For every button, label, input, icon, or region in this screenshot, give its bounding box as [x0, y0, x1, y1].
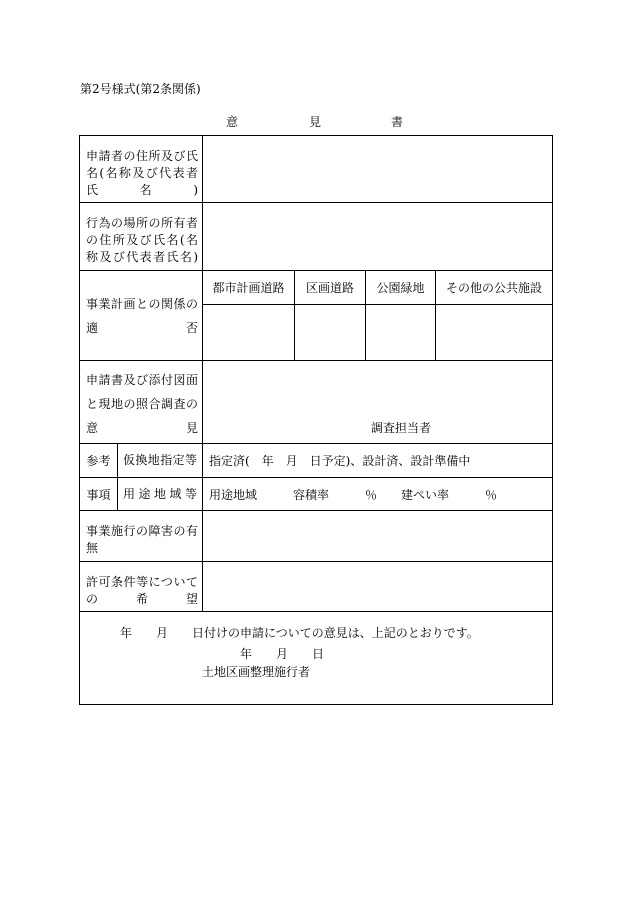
footer-statement: 年 月 日付けの申請についての意見は、上記のとおりです。	[120, 626, 479, 640]
obstacle-field[interactable]	[203, 511, 553, 562]
plan-value-other[interactable]	[436, 305, 553, 361]
form-id: 第2号様式(第2条関係)	[80, 82, 201, 96]
zoning-value[interactable]: 用途地域 容積率 ％ 建ぺい率 ％	[203, 478, 553, 511]
obstacle-label-cell	[80, 511, 203, 562]
survey-field[interactable]	[203, 361, 553, 444]
survey-label: 申請書及び添付図面と現地の照合調査の意見	[86, 373, 198, 435]
reference-label-2: 事項	[80, 478, 118, 511]
applicant-label-cell	[80, 136, 203, 203]
owner-label: 行為の場所の所有者の住所及び氏名(名称及び代表者氏名)	[86, 216, 198, 264]
plan-value-city-road[interactable]	[203, 305, 295, 361]
plan-col-other: その他の公共施設	[436, 271, 553, 305]
applicant-label: 申請者の住所及び氏名(名称及び代表者氏名)	[86, 149, 198, 197]
footer-signer: 土地区画整理施行者	[202, 665, 311, 679]
applicant-field[interactable]	[203, 136, 553, 203]
surveyor-label: 調査担当者	[371, 421, 432, 435]
zoning-label-cell	[118, 478, 203, 511]
owner-label-cell	[80, 203, 203, 271]
obstacle-label: 事業施行の障害の有無	[86, 524, 198, 555]
plan-value-block-road[interactable]	[295, 305, 366, 361]
document-title	[0, 113, 630, 129]
plan-value-park[interactable]	[366, 305, 436, 361]
plan-col-city-road: 都市計画道路	[203, 271, 295, 305]
title-char-1: 意	[226, 115, 239, 129]
plan-col-block-road: 区画道路	[295, 271, 366, 305]
reference-label-1: 参考	[80, 444, 118, 478]
owner-field[interactable]	[203, 203, 553, 271]
opinion-form-table	[79, 135, 553, 705]
conditions-field[interactable]	[203, 562, 553, 612]
replot-value[interactable]: 指定済( 年 月 日予定)、設計済、設計準備中	[203, 444, 553, 478]
conditions-label: 許可条件等についての希望	[86, 575, 198, 606]
title-char-2: 見	[309, 115, 322, 129]
title-char-3: 書	[391, 115, 404, 129]
plan-col-park: 公園緑地	[366, 271, 436, 305]
survey-label-cell	[80, 361, 203, 444]
plan-relation-label-cell	[80, 271, 203, 361]
plan-relation-label: 事業計画との関係の適否	[86, 296, 198, 335]
footer-date: 年 月 日	[240, 647, 325, 661]
replot-label-cell	[118, 444, 203, 478]
conditions-label-cell	[80, 562, 203, 612]
zoning-label: 用途地域等	[123, 486, 197, 501]
footer-cell	[80, 612, 553, 705]
replot-label: 仮換地指定等	[123, 453, 197, 467]
